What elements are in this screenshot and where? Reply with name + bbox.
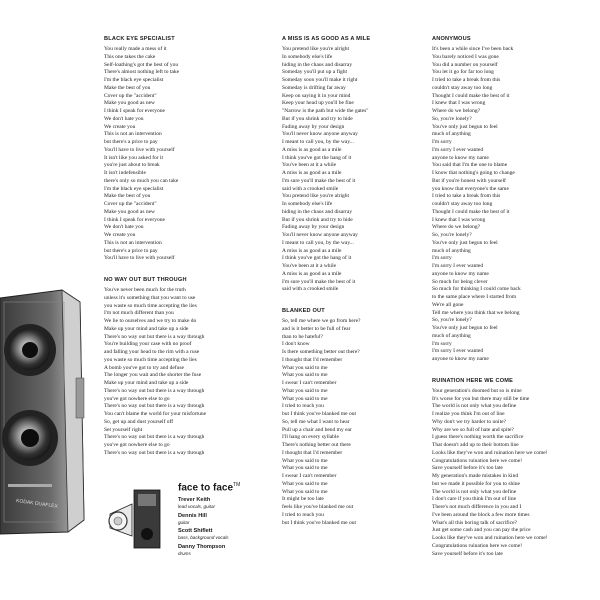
lyric-line: Make you good as new (104, 100, 156, 107)
lyric-line: Tell me where you think that we belong (432, 309, 520, 316)
lyric-line: We create you (104, 232, 136, 238)
lyric-line: but I think you've blanked me out (282, 519, 357, 526)
lyric-line: You've never been much for the truth (104, 287, 186, 293)
lyrics-list (104, 46, 264, 263)
song-a-miss-is-as-good-as-a-mile (282, 36, 432, 294)
lyric-line: We're all gone (432, 301, 464, 308)
member-role: lead vocals, guitar (178, 504, 216, 510)
lyric-line: I thought that I'd remember (282, 449, 343, 456)
lyric-line: said with a crooked smile (282, 286, 339, 293)
lyric-line: You did a number on yourself (432, 61, 498, 68)
lyric-line: But if you're honest with yourself (432, 177, 506, 184)
member-role: drums (178, 550, 191, 556)
lyric-line: anyone to know my name (432, 154, 489, 161)
lyric-line: feels like you've blanked me out (282, 504, 354, 510)
lyric-line: hiding in the chaos and disarray (282, 208, 353, 215)
lyric-line: I'm sure you'll make the best of it (282, 177, 356, 184)
lyric-line: You'll have to live with yourself (104, 255, 175, 262)
lyric-line: Pull up a chair and bend my ear (282, 426, 352, 433)
lyric-line: I meant to call you, by the way... (282, 139, 354, 145)
lyric-line: My generation's made mistakes in kind (432, 473, 519, 479)
lyric-line: You've been at it a while (282, 162, 337, 169)
lyric-line: There's no way out but there is a way through (104, 387, 205, 394)
lyric-line: I know that nothing's going to change (432, 170, 515, 176)
lyric-line: but there's a price to pay (104, 247, 158, 254)
lyric-line: Save yourself before it's too late (432, 465, 503, 472)
lyric-line: We lie to ourselves and we try to make do (104, 318, 197, 324)
lyric-line: I'm sure you'll make the best of it (282, 278, 356, 285)
lyric-line: There's no way out but there is a way through (104, 434, 205, 441)
song-title: ANONYMOUS (432, 36, 471, 42)
lyric-line: Make up your mind and take up a side (104, 380, 189, 386)
lyric-line: I thought that I'd remember (282, 356, 343, 363)
lyric-line: It's worse for you but there may still be time (432, 395, 530, 402)
lyric-line: Someday soon you'll make it right (282, 77, 358, 83)
lyric-line: What you said to me (282, 364, 328, 371)
lyric-line: Looks like they've won and ruination here we come! (432, 449, 548, 456)
song-title: A MISS IS AS GOOD AS A MILE (282, 36, 371, 42)
lyric-line: I swear I can't remember (282, 473, 337, 479)
lyric-line: Looks like they've won and ruination here we come! (432, 535, 548, 541)
lyric-line: I'm not much different than you (104, 310, 174, 317)
lyric-line: A miss is as good as a mile (282, 270, 342, 277)
lyric-line: Make the best of you (104, 193, 151, 200)
lyric-line: We don't hate you (104, 115, 144, 122)
member-name: Dennis Hill (178, 512, 207, 519)
lyric-line: much of anything (432, 131, 471, 138)
lyric-line: So, you're lonely? (432, 317, 472, 324)
lyric-line: Cover up the "accident" (104, 201, 157, 207)
lyric-line: But if you shrink and try to hide (282, 216, 353, 223)
band-member (178, 544, 240, 557)
lyric-line: Congratulations ruination here we come! (432, 542, 523, 549)
camera-brand-text: KODAK DUAFLEX (15, 498, 59, 510)
lyric-line: and is it better to be full of fear (282, 325, 351, 332)
lyric-line: I knew that I was wrong (432, 216, 486, 223)
lyric-line: you waste so much time accepting the lies (104, 356, 197, 363)
lyric-line: You said that I'm the one to blame (432, 162, 508, 169)
lyric-line: I tried to take a break from this (432, 193, 501, 200)
member-role: bass, background vocals (178, 535, 229, 541)
lyric-line: So, get up and dust yourself off (104, 418, 174, 425)
song-title: BLACK EYE SPECIALIST (104, 36, 175, 42)
lyric-line: You're building your case with no proof (104, 341, 192, 348)
lyric-line: I think I speak for everyone (104, 108, 165, 114)
lyric-line: Thought I could make the best of it (432, 208, 510, 215)
lyric-line: In somebody else's life (282, 201, 333, 207)
lyrics-list (432, 388, 597, 559)
lyric-line: much of anything (432, 332, 471, 339)
lyrics-column-3 (432, 36, 597, 572)
song-no-way-out (104, 277, 264, 458)
lyric-line: I think I speak for everyone (104, 216, 165, 223)
lyric-line: You barely noticed I was gone (432, 53, 499, 60)
lyric-line: I knew that I was wrong (432, 100, 486, 107)
lyric-line: Someday is drifting far away (282, 84, 346, 91)
member-name: Trever Keith (178, 497, 211, 504)
lyric-line: I'm sorry (432, 340, 452, 347)
lyric-line: hiding in the chaos and disarray (282, 61, 353, 68)
lyric-line: A miss is as good as a mile (282, 247, 342, 254)
lyric-line: Keep your head up you'll be fine (282, 100, 354, 107)
lyric-line: So, tell me what I want to hear (282, 418, 350, 425)
lyric-line: Cover up the "accident" (104, 92, 157, 99)
lyric-line: much of anything (432, 247, 471, 254)
lyric-line: I'll hang on every syllable (282, 434, 339, 441)
lyric-line: Congratulations ruination here we come! (432, 457, 523, 464)
small-camera-photo (104, 484, 170, 554)
lyric-line: I've been around the block a few more times (432, 511, 530, 518)
song-title: BLANKED OUT (282, 308, 325, 314)
lyric-line: There's no way out but there is a way through (104, 449, 205, 456)
lyric-line: What you said to me (282, 387, 328, 394)
lyric-line: What's all this boring talk of sacrifice? (432, 519, 517, 526)
lyric-line: I think you've got the hang of it (282, 154, 352, 161)
lyric-line: but I think you've blanked me out (282, 411, 357, 417)
lyric-line: couldn't stay away too long (432, 84, 493, 91)
lyric-line: There's nothing better out there (282, 442, 351, 448)
lyric-line: I think you've got the hang of it (282, 255, 352, 262)
song-title: RUINATION HERE WE COME (432, 377, 514, 384)
trademark-mark: TM (233, 482, 241, 488)
lyric-line: This one takes the cake (104, 53, 156, 60)
lyric-line: We don't hate you (104, 224, 144, 231)
lyric-line: than to be hateful? (282, 333, 323, 340)
lyric-line: Fading away by your design (282, 123, 345, 130)
lyric-line: You let it go for far too long (432, 69, 494, 76)
lyric-line: I don't care if you think I'm out of line (432, 496, 517, 503)
song-ruination-here-we-come (432, 378, 597, 559)
lyric-line: Make the best of you (104, 84, 151, 91)
lyric-line: Thought I could make the best of it (432, 92, 510, 99)
lyric-line: I'm the black eye specialist (104, 185, 164, 192)
band-member (178, 528, 240, 541)
lyric-line: Where do we belong? (432, 108, 481, 114)
lyric-line: I tried to reach you (282, 403, 324, 410)
lyric-line: I guess there's nothing worth the sacrifice (432, 434, 524, 441)
lyric-line: to the same place where I started from (432, 294, 517, 300)
lyric-line: I meant to call you, by the way... (282, 239, 354, 246)
lyric-line: What you said to me (282, 480, 328, 487)
lyric-line: said with a crooked smile (282, 185, 339, 192)
lyric-line: What you said to me (282, 457, 328, 464)
lyric-line: You'll have to live with yourself (104, 146, 175, 153)
lyric-line: you waste so much time accepting the lies (104, 302, 197, 309)
lyric-line: I don't know (282, 341, 310, 348)
lyric-line: I realize you think I'm out of line (432, 411, 505, 417)
camera-illustration (0, 288, 86, 536)
lyric-line: Set yourself right (104, 426, 143, 433)
lyric-line: There's almost nothing left to take (104, 69, 180, 76)
lyric-line: You've only just begun to feel (432, 123, 498, 130)
member-name: Danny Thompson (178, 543, 226, 550)
lyric-line: I'm sorry I ever wanted (432, 348, 484, 355)
lyric-line: In somebody else's life (282, 53, 333, 60)
song-blanked-out (282, 308, 432, 527)
lyric-line: couldn't stay away too long (432, 201, 493, 207)
lyrics-list (432, 46, 597, 364)
lyric-line: you've got nowhere else to go (104, 395, 170, 402)
lyric-line: Where do we belong? (432, 224, 481, 231)
lyric-line: anyone to know my name (432, 356, 489, 362)
member-name: Scott Shiflett (178, 528, 213, 535)
lyric-line: That doesn't add up to their bottom line (432, 442, 519, 448)
song-title: NO WAY OUT BUT THROUGH (104, 277, 187, 283)
lyrics-column-1 (104, 36, 264, 472)
lyric-line: The longer you wait and the shorter the fuse (104, 372, 202, 379)
lyric-line: So, you're lonely? (432, 232, 472, 238)
lyrics-list (104, 287, 264, 458)
lyric-line: unless it's something that you want to use (104, 294, 196, 301)
lyric-line: anyone to know my name (432, 270, 489, 277)
lyric-line: What you said to me (282, 372, 328, 379)
lyric-line: A miss is as good as a mile (282, 170, 342, 176)
lyric-line: I'm the black eye specialist (104, 77, 164, 83)
lyric-line: Why are we so full of hate and spite? (432, 426, 514, 433)
lyric-line: You've only just begun to feel (432, 325, 498, 331)
lyric-line: You pretend like you're alright (282, 46, 350, 52)
lyric-line: What you said to me (282, 488, 328, 495)
lyric-line: So, tell me where we go from here? (282, 318, 361, 324)
lyric-line: There's no way out but there is a way through (104, 403, 205, 410)
lyric-line: you know that everyone's the same (432, 185, 509, 192)
lyrics-column-2 (282, 36, 432, 541)
lyric-line: Fading away by your design (282, 224, 345, 231)
lyric-line: I swear I can't remember (282, 380, 337, 386)
lyric-line: It isn't indefensible (104, 170, 146, 176)
lyric-line: and falling your head to the rim with a ruse (104, 349, 200, 355)
lyric-line: A bomb you've got to try and defuse (104, 364, 184, 371)
lyric-line: I tried to take a break from this (432, 77, 501, 83)
lyric-line: What you said to me (282, 465, 328, 472)
lyric-line: So much for being clever (432, 278, 488, 285)
lyric-line: there's only so much you can take (104, 177, 179, 184)
lyric-line: This is not an intervention (104, 239, 162, 246)
lyric-line: Your generation's doomed but so is mine (432, 387, 522, 394)
lyric-line: I tried to reach you (282, 511, 324, 518)
lyric-line: Self-loathing's got the best of you (104, 61, 179, 68)
band-member (178, 497, 240, 510)
lyric-line: This is not an intervention (104, 131, 162, 138)
lyric-line: The world is not only what you define (432, 488, 517, 495)
lyrics-list (282, 46, 432, 294)
band-name: face to face™ (178, 482, 241, 494)
lyric-line: But if you shrink and try to hide (282, 115, 353, 122)
lyric-line: You've only just begun to feel (432, 239, 498, 246)
lyric-line: We create you (104, 123, 136, 130)
lyric-line: What you said to me (282, 395, 328, 402)
lyric-line: Save yourself before it's too late (432, 550, 503, 557)
lyric-line: I'm sorry I ever wanted (432, 146, 484, 153)
lyric-line: Keep on saying it in your mind (282, 92, 351, 99)
lyric-line: You've been at it a while (282, 263, 337, 269)
lyric-line: A miss is as good as a mile (282, 146, 342, 153)
lyric-line: Make up your mind and take up a side (104, 325, 189, 332)
band-member (178, 513, 240, 526)
lyric-line: It's been a while since I've been back (432, 46, 514, 52)
lyric-line: I'm sorry (432, 255, 452, 262)
lyric-line: So, you're lonely? (432, 115, 472, 122)
lyric-line: You'll never know anyone anyway (282, 232, 358, 238)
lyric-line: I'm sorry I ever wanted (432, 263, 484, 269)
song-anonymous (432, 36, 597, 364)
band-credits (178, 482, 240, 559)
lyric-line: you're just about to break (104, 162, 160, 169)
member-role: guitar (178, 519, 190, 525)
lyric-line: but we made it possible for you to shine (432, 480, 520, 487)
lyric-line: So much for thinking I could come back (432, 286, 521, 293)
lyric-line: Is there something better out there? (282, 349, 360, 355)
lyric-line: Just get some cash and you can pay the price (432, 527, 531, 534)
lyric-line: It isn't like you asked for it (104, 154, 164, 161)
lyric-line: Why don't we try harder to unite? (432, 418, 506, 425)
lyric-line: Make you good as new (104, 208, 156, 215)
lyric-line: It might be too late (282, 496, 324, 503)
lyric-line: You really made a mess of it (104, 46, 167, 52)
lyric-line: "Narrow is the path but wide the gates" (282, 108, 369, 114)
lyric-line: There's no way out but there is a way through (104, 333, 205, 340)
lyric-line: Someday you'll put up a fight (282, 69, 347, 76)
lyrics-list (282, 318, 432, 527)
lyric-line: The world is not only what you define (432, 403, 517, 410)
lyric-line: You can't blame the world for your misfortune (104, 411, 207, 417)
lyric-line: you've got nowhere else to go (104, 442, 170, 448)
lyric-line: I'm sorry (432, 139, 452, 145)
song-black-eye-specialist (104, 36, 264, 263)
lyric-line: There's not much difference in you and I (432, 504, 522, 510)
lyric-line: You pretend like you're alright (282, 193, 350, 200)
lyric-line: but there's a price to pay (104, 139, 158, 145)
lyric-line: You'll never know anyone anyway (282, 131, 358, 138)
